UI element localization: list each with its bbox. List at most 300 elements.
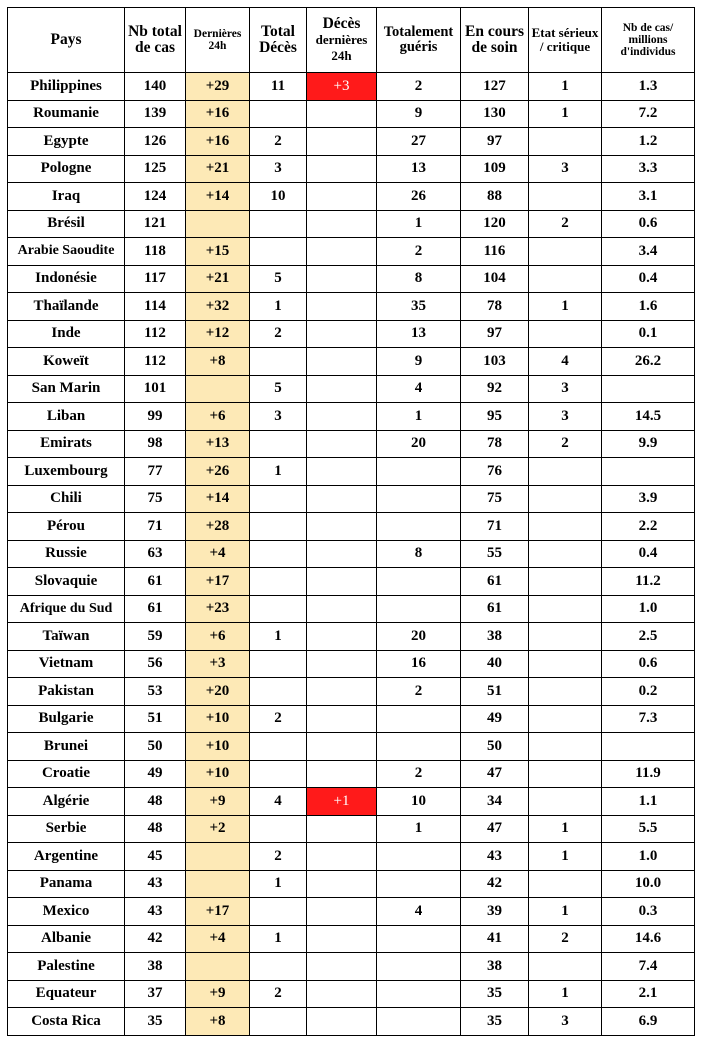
cell-serious: 1 (529, 293, 602, 321)
cell-new-deaths (307, 485, 377, 513)
cell-active: 71 (461, 513, 529, 541)
cell-active: 109 (461, 155, 529, 183)
cell-new-cases: +8 (186, 1008, 250, 1036)
table-row (8, 898, 695, 926)
table-row (8, 210, 695, 238)
cell-new-cases: +32 (186, 293, 250, 321)
table-row (8, 953, 695, 981)
cell-recovered: 26 (377, 183, 461, 211)
cell-country: Koweït (8, 348, 125, 376)
table-row (8, 238, 695, 266)
cell-active: 35 (461, 980, 529, 1008)
cell-country: Vietnam (8, 650, 125, 678)
cell-serious (529, 183, 602, 211)
cell-active: 92 (461, 375, 529, 403)
table-row (8, 760, 695, 788)
cell-total-cases: 53 (125, 678, 186, 706)
cell-total-cases: 77 (125, 458, 186, 486)
cell-total-cases: 114 (125, 293, 186, 321)
cell-active: 97 (461, 128, 529, 156)
cell-country: Thaïlande (8, 293, 125, 321)
cell-active: 50 (461, 733, 529, 761)
cell-per-million (602, 733, 695, 761)
cell-total-cases: 124 (125, 183, 186, 211)
cell-recovered: 2 (377, 238, 461, 266)
table-row (8, 430, 695, 458)
table-row (8, 623, 695, 651)
table-row (8, 843, 695, 871)
cell-serious (529, 788, 602, 816)
cell-new-cases: +14 (186, 485, 250, 513)
cell-serious: 2 (529, 430, 602, 458)
cell-new-deaths (307, 348, 377, 376)
cell-per-million: 0.6 (602, 650, 695, 678)
cell-new-cases: +6 (186, 403, 250, 431)
cell-recovered (377, 1008, 461, 1036)
cell-new-cases: +17 (186, 568, 250, 596)
table-row (8, 925, 695, 953)
cell-recovered (377, 485, 461, 513)
cell-serious: 3 (529, 403, 602, 431)
cell-recovered (377, 953, 461, 981)
cell-serious (529, 595, 602, 623)
table-row (8, 513, 695, 541)
cell-recovered: 13 (377, 155, 461, 183)
cell-active: 47 (461, 815, 529, 843)
cell-country: Bulgarie (8, 705, 125, 733)
table-row (8, 980, 695, 1008)
cell-recovered: 16 (377, 650, 461, 678)
cell-serious: 1 (529, 815, 602, 843)
cell-active: 61 (461, 568, 529, 596)
cell-country: Equateur (8, 980, 125, 1008)
cell-new-deaths (307, 128, 377, 156)
header-new-deaths-label: Décès dernières 24h (315, 14, 368, 64)
cell-serious (529, 760, 602, 788)
cell-per-million: 0.4 (602, 540, 695, 568)
cell-new-cases: +23 (186, 595, 250, 623)
cell-new-cases: +8 (186, 348, 250, 376)
cell-new-cases: +13 (186, 430, 250, 458)
cell-recovered: 4 (377, 898, 461, 926)
cell-active: 88 (461, 183, 529, 211)
cell-total-deaths (250, 815, 307, 843)
cell-country: Algérie (8, 788, 125, 816)
cell-total-cases: 45 (125, 843, 186, 871)
cell-recovered: 1 (377, 210, 461, 238)
cell-per-million: 3.4 (602, 238, 695, 266)
cell-new-cases: +21 (186, 265, 250, 293)
cell-total-cases: 37 (125, 980, 186, 1008)
cell-per-million: 7.2 (602, 100, 695, 128)
cell-recovered (377, 458, 461, 486)
cell-serious: 1 (529, 73, 602, 101)
cell-new-deaths (307, 100, 377, 128)
cell-country: Roumanie (8, 100, 125, 128)
cell-total-deaths (250, 595, 307, 623)
cell-serious (529, 238, 602, 266)
cell-serious: 1 (529, 980, 602, 1008)
cell-active: 120 (461, 210, 529, 238)
table-row (8, 73, 695, 101)
cell-total-deaths (250, 430, 307, 458)
table-row (8, 458, 695, 486)
cell-new-deaths (307, 540, 377, 568)
cell-per-million: 1.0 (602, 595, 695, 623)
table-row (8, 788, 695, 816)
cell-per-million: 7.3 (602, 705, 695, 733)
cell-new-deaths (307, 925, 377, 953)
cell-new-deaths (307, 375, 377, 403)
cell-active: 104 (461, 265, 529, 293)
cell-new-deaths (307, 430, 377, 458)
cell-new-cases: +9 (186, 980, 250, 1008)
cell-new-cases (186, 210, 250, 238)
header-new-deaths (307, 8, 377, 73)
cell-per-million: 3.3 (602, 155, 695, 183)
cell-country: Brunei (8, 733, 125, 761)
cell-country: Panama (8, 870, 125, 898)
cell-per-million (602, 458, 695, 486)
cell-country: Inde (8, 320, 125, 348)
header-active: En cours de soin (461, 8, 529, 73)
cell-recovered: 35 (377, 293, 461, 321)
cell-total-deaths: 2 (250, 705, 307, 733)
cell-total-deaths: 2 (250, 320, 307, 348)
cell-total-cases: 50 (125, 733, 186, 761)
cell-per-million: 0.1 (602, 320, 695, 348)
cell-new-deaths: +1 (307, 788, 377, 816)
cell-per-million: 26.2 (602, 348, 695, 376)
cell-total-deaths: 1 (250, 870, 307, 898)
cell-total-cases: 112 (125, 348, 186, 376)
cell-new-deaths (307, 843, 377, 871)
cell-new-deaths (307, 238, 377, 266)
cell-serious: 3 (529, 155, 602, 183)
cell-total-deaths: 5 (250, 375, 307, 403)
cell-total-deaths: 4 (250, 788, 307, 816)
cell-total-deaths: 2 (250, 128, 307, 156)
cell-country: Indonésie (8, 265, 125, 293)
cell-recovered: 10 (377, 788, 461, 816)
cell-new-deaths (307, 320, 377, 348)
cell-new-deaths (307, 265, 377, 293)
table-body (8, 73, 695, 1036)
cell-total-cases: 126 (125, 128, 186, 156)
cell-serious: 1 (529, 898, 602, 926)
cell-total-deaths (250, 238, 307, 266)
cell-country: Costa Rica (8, 1008, 125, 1036)
cell-new-cases: +17 (186, 898, 250, 926)
cell-per-million: 11.2 (602, 568, 695, 596)
cell-total-deaths: 1 (250, 925, 307, 953)
cell-recovered: 20 (377, 623, 461, 651)
cell-per-million: 0.2 (602, 678, 695, 706)
cell-serious: 1 (529, 100, 602, 128)
cell-recovered (377, 733, 461, 761)
cell-total-cases: 63 (125, 540, 186, 568)
cell-active: 116 (461, 238, 529, 266)
cell-new-deaths (307, 733, 377, 761)
cell-total-deaths (250, 1008, 307, 1036)
cell-total-deaths (250, 733, 307, 761)
cell-new-deaths (307, 980, 377, 1008)
cell-total-cases: 43 (125, 870, 186, 898)
cell-serious: 4 (529, 348, 602, 376)
cell-new-cases: +29 (186, 73, 250, 101)
cell-new-deaths (307, 815, 377, 843)
cell-new-deaths (307, 953, 377, 981)
header-serious: Etat sérieux / critique (529, 8, 602, 73)
cell-total-deaths (250, 650, 307, 678)
cell-total-cases: 51 (125, 705, 186, 733)
cell-new-cases: +2 (186, 815, 250, 843)
cell-new-cases: +6 (186, 623, 250, 651)
cell-recovered: 4 (377, 375, 461, 403)
cell-per-million: 1.2 (602, 128, 695, 156)
cell-new-deaths (307, 210, 377, 238)
cell-active: 51 (461, 678, 529, 706)
table-row (8, 375, 695, 403)
cell-country: Afrique du Sud (8, 595, 125, 623)
cell-per-million: 11.9 (602, 760, 695, 788)
cell-total-cases: 42 (125, 925, 186, 953)
cell-new-cases: +9 (186, 788, 250, 816)
cell-recovered: 27 (377, 128, 461, 156)
cell-new-deaths (307, 595, 377, 623)
cell-total-deaths (250, 568, 307, 596)
cell-serious (529, 540, 602, 568)
header-total-deaths: Total Décès (250, 8, 307, 73)
cell-new-deaths (307, 760, 377, 788)
cell-per-million: 1.0 (602, 843, 695, 871)
cell-country: Chili (8, 485, 125, 513)
cell-active: 42 (461, 870, 529, 898)
table-row (8, 155, 695, 183)
cell-new-deaths (307, 458, 377, 486)
table-row (8, 265, 695, 293)
cell-country: Serbie (8, 815, 125, 843)
cell-new-cases: +16 (186, 100, 250, 128)
table-row (8, 870, 695, 898)
cell-active: 97 (461, 320, 529, 348)
table-row (8, 733, 695, 761)
cell-country: Iraq (8, 183, 125, 211)
cell-total-cases: 75 (125, 485, 186, 513)
cell-recovered (377, 925, 461, 953)
cell-serious (529, 128, 602, 156)
cell-serious (529, 458, 602, 486)
cell-per-million: 14.6 (602, 925, 695, 953)
cell-recovered (377, 870, 461, 898)
cell-total-cases: 140 (125, 73, 186, 101)
cell-new-cases: +26 (186, 458, 250, 486)
cell-per-million: 10.0 (602, 870, 695, 898)
cell-serious (529, 568, 602, 596)
cell-new-cases: +3 (186, 650, 250, 678)
cell-new-cases: +20 (186, 678, 250, 706)
cell-recovered: 9 (377, 100, 461, 128)
cell-active: 55 (461, 540, 529, 568)
cell-total-deaths (250, 540, 307, 568)
cell-total-deaths: 2 (250, 980, 307, 1008)
cell-country: Russie (8, 540, 125, 568)
cell-serious: 3 (529, 1008, 602, 1036)
cell-active: 43 (461, 843, 529, 871)
cell-country: Mexico (8, 898, 125, 926)
cell-total-cases: 56 (125, 650, 186, 678)
cell-active: 41 (461, 925, 529, 953)
cell-country: Pologne (8, 155, 125, 183)
cell-per-million (602, 375, 695, 403)
cell-country: Pakistan (8, 678, 125, 706)
cell-total-cases: 98 (125, 430, 186, 458)
table-row (8, 320, 695, 348)
cell-new-deaths (307, 623, 377, 651)
cell-recovered (377, 513, 461, 541)
cell-new-cases (186, 375, 250, 403)
cell-country: Slovaquie (8, 568, 125, 596)
cell-new-cases: +21 (186, 155, 250, 183)
cell-active: 38 (461, 623, 529, 651)
cell-total-cases: 48 (125, 815, 186, 843)
cell-total-deaths (250, 348, 307, 376)
cell-serious (529, 705, 602, 733)
cell-per-million: 0.4 (602, 265, 695, 293)
cell-new-cases: +12 (186, 320, 250, 348)
table-row (8, 403, 695, 431)
header-per-million: Nb de cas/ millions d'individus (602, 8, 695, 73)
cell-active: 34 (461, 788, 529, 816)
cell-active: 49 (461, 705, 529, 733)
table-row (8, 1008, 695, 1036)
cell-new-deaths (307, 513, 377, 541)
cell-total-cases: 48 (125, 788, 186, 816)
cell-country: Palestine (8, 953, 125, 981)
cell-country: Liban (8, 403, 125, 431)
cell-new-deaths (307, 705, 377, 733)
header-recovered: Totalement guéris (377, 8, 461, 73)
cell-new-deaths (307, 155, 377, 183)
table-row (8, 650, 695, 678)
cell-active: 78 (461, 430, 529, 458)
table-row (8, 540, 695, 568)
header-pays: Pays (8, 8, 125, 73)
cell-recovered: 13 (377, 320, 461, 348)
cell-per-million: 5.5 (602, 815, 695, 843)
cell-new-cases: +10 (186, 760, 250, 788)
table-row (8, 348, 695, 376)
cell-country: Luxembourg (8, 458, 125, 486)
cell-country: Pérou (8, 513, 125, 541)
cell-total-deaths: 11 (250, 73, 307, 101)
cell-new-deaths (307, 870, 377, 898)
cell-active: 103 (461, 348, 529, 376)
cell-new-deaths (307, 183, 377, 211)
cell-new-cases: +10 (186, 733, 250, 761)
cell-per-million: 3.1 (602, 183, 695, 211)
cell-serious (529, 953, 602, 981)
cell-total-deaths: 2 (250, 843, 307, 871)
cell-serious (529, 320, 602, 348)
cell-total-deaths (250, 760, 307, 788)
cell-country: Philippines (8, 73, 125, 101)
cell-per-million: 1.1 (602, 788, 695, 816)
cell-per-million: 3.9 (602, 485, 695, 513)
cell-serious: 2 (529, 925, 602, 953)
cell-total-deaths: 3 (250, 403, 307, 431)
cell-total-deaths: 1 (250, 623, 307, 651)
cell-active: 78 (461, 293, 529, 321)
cell-active: 40 (461, 650, 529, 678)
cell-per-million: 2.1 (602, 980, 695, 1008)
cell-total-deaths (250, 485, 307, 513)
cell-recovered: 8 (377, 265, 461, 293)
cell-serious: 3 (529, 375, 602, 403)
cell-total-cases: 125 (125, 155, 186, 183)
cell-total-cases: 61 (125, 568, 186, 596)
cell-total-cases: 61 (125, 595, 186, 623)
cell-active: 95 (461, 403, 529, 431)
cell-recovered: 2 (377, 73, 461, 101)
cell-total-cases: 59 (125, 623, 186, 651)
cell-new-deaths (307, 293, 377, 321)
cell-active: 75 (461, 485, 529, 513)
cell-country: San Marin (8, 375, 125, 403)
cell-new-cases: +28 (186, 513, 250, 541)
cell-per-million: 0.6 (602, 210, 695, 238)
cell-total-cases: 99 (125, 403, 186, 431)
cell-serious (529, 678, 602, 706)
cell-per-million: 14.5 (602, 403, 695, 431)
cell-total-cases: 101 (125, 375, 186, 403)
cell-per-million: 2.2 (602, 513, 695, 541)
cell-total-deaths (250, 898, 307, 926)
cell-new-deaths (307, 898, 377, 926)
cell-recovered (377, 568, 461, 596)
cell-recovered: 1 (377, 403, 461, 431)
cell-country: Croatie (8, 760, 125, 788)
cell-total-cases: 49 (125, 760, 186, 788)
cell-new-cases: +4 (186, 540, 250, 568)
table-row (8, 815, 695, 843)
cell-total-cases: 118 (125, 238, 186, 266)
cell-new-cases: +16 (186, 128, 250, 156)
cell-total-cases: 38 (125, 953, 186, 981)
cell-country: Emirats (8, 430, 125, 458)
cell-total-cases: 35 (125, 1008, 186, 1036)
cell-per-million: 0.3 (602, 898, 695, 926)
cell-recovered (377, 705, 461, 733)
cell-new-deaths (307, 403, 377, 431)
cell-new-deaths (307, 568, 377, 596)
cell-total-deaths (250, 210, 307, 238)
table-row (8, 100, 695, 128)
cell-recovered: 8 (377, 540, 461, 568)
cell-total-deaths (250, 100, 307, 128)
cell-serious (529, 513, 602, 541)
table-row (8, 568, 695, 596)
cell-country: Egypte (8, 128, 125, 156)
cell-recovered: 1 (377, 815, 461, 843)
cell-active: 39 (461, 898, 529, 926)
cell-recovered: 9 (377, 348, 461, 376)
cell-active: 130 (461, 100, 529, 128)
cell-total-deaths: 3 (250, 155, 307, 183)
cell-serious (529, 733, 602, 761)
cell-serious: 1 (529, 843, 602, 871)
cell-total-cases: 112 (125, 320, 186, 348)
